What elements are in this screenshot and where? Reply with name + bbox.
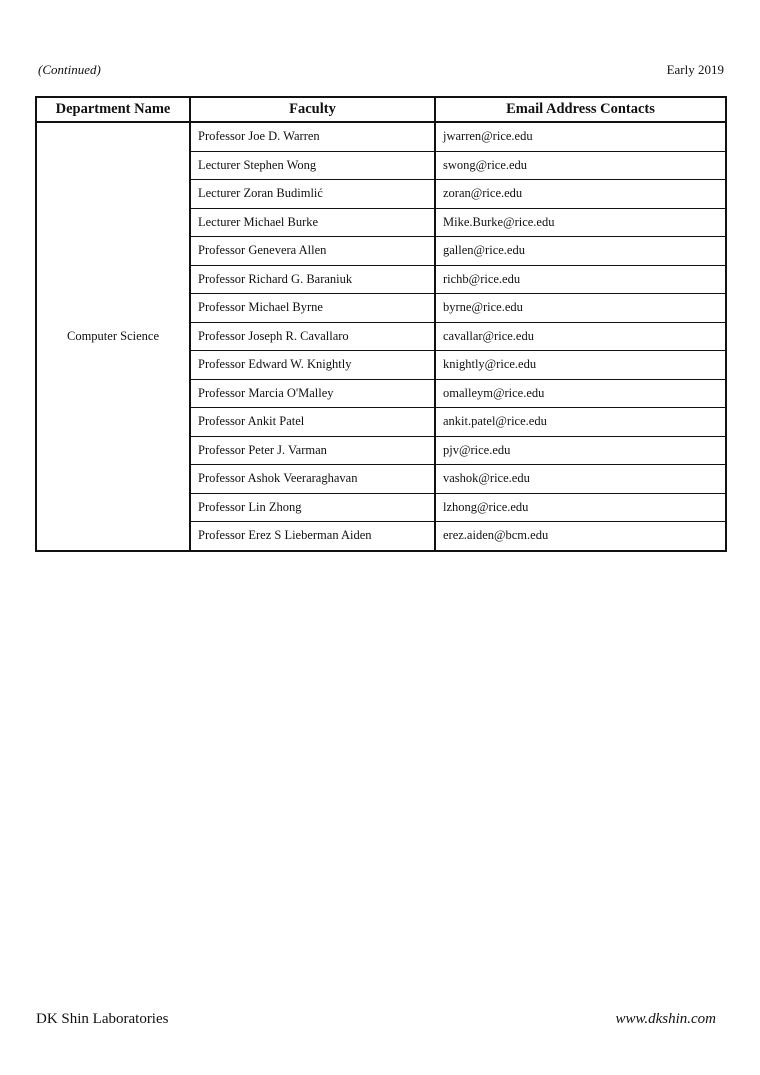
email-cell: zoran@rice.edu xyxy=(435,180,726,209)
footer-website: www.dkshin.com xyxy=(615,1011,716,1027)
footer-lab-name: DK Shin Laboratories xyxy=(36,1011,169,1027)
faculty-cell: Professor Lin Zhong xyxy=(190,493,435,522)
department-cell: Computer Science xyxy=(36,122,190,551)
email-cell: richb@rice.edu xyxy=(435,265,726,294)
email-cell: swong@rice.edu xyxy=(435,151,726,180)
faculty-cell: Professor Erez S Lieberman Aiden xyxy=(190,522,435,551)
faculty-cell: Lecturer Zoran Budimlić xyxy=(190,180,435,209)
email-cell: Mike.Burke@rice.edu xyxy=(435,208,726,237)
faculty-contacts-table xyxy=(35,96,727,552)
faculty-cell: Lecturer Stephen Wong xyxy=(190,151,435,180)
faculty-cell: Professor Marcia O'Malley xyxy=(190,379,435,408)
faculty-cell: Professor Ashok Veeraraghavan xyxy=(190,465,435,494)
email-cell: cavallar@rice.edu xyxy=(435,322,726,351)
email-cell: gallen@rice.edu xyxy=(435,237,726,266)
faculty-cell: Professor Joe D. Warren xyxy=(190,122,435,151)
table-header xyxy=(36,97,726,122)
faculty-cell: Professor Michael Byrne xyxy=(190,294,435,323)
faculty-cell: Professor Genevera Allen xyxy=(190,237,435,266)
table-body xyxy=(36,122,726,551)
column-header-department: Department Name xyxy=(36,97,190,122)
table-row xyxy=(36,122,726,151)
email-cell: pjv@rice.edu xyxy=(435,436,726,465)
email-cell: erez.aiden@bcm.edu xyxy=(435,522,726,551)
email-cell: jwarren@rice.edu xyxy=(435,122,726,151)
faculty-cell: Professor Ankit Patel xyxy=(190,408,435,437)
email-cell: omalleym@rice.edu xyxy=(435,379,726,408)
email-cell: lzhong@rice.edu xyxy=(435,493,726,522)
faculty-cell: Professor Joseph R. Cavallaro xyxy=(190,322,435,351)
email-cell: byrne@rice.edu xyxy=(435,294,726,323)
email-cell: vashok@rice.edu xyxy=(435,465,726,494)
faculty-cell: Professor Edward W. Knightly xyxy=(190,351,435,380)
continued-label: (Continued) xyxy=(38,62,101,77)
faculty-cell: Lecturer Michael Burke xyxy=(190,208,435,237)
column-header-faculty: Faculty xyxy=(190,97,435,122)
header-row xyxy=(36,97,726,122)
faculty-cell: Professor Peter J. Varman xyxy=(190,436,435,465)
email-cell: knightly@rice.edu xyxy=(435,351,726,380)
faculty-cell: Professor Richard G. Baraniuk xyxy=(190,265,435,294)
column-header-email: Email Address Contacts xyxy=(435,97,726,122)
date-label: Early 2019 xyxy=(666,62,724,77)
email-cell: ankit.patel@rice.edu xyxy=(435,408,726,437)
